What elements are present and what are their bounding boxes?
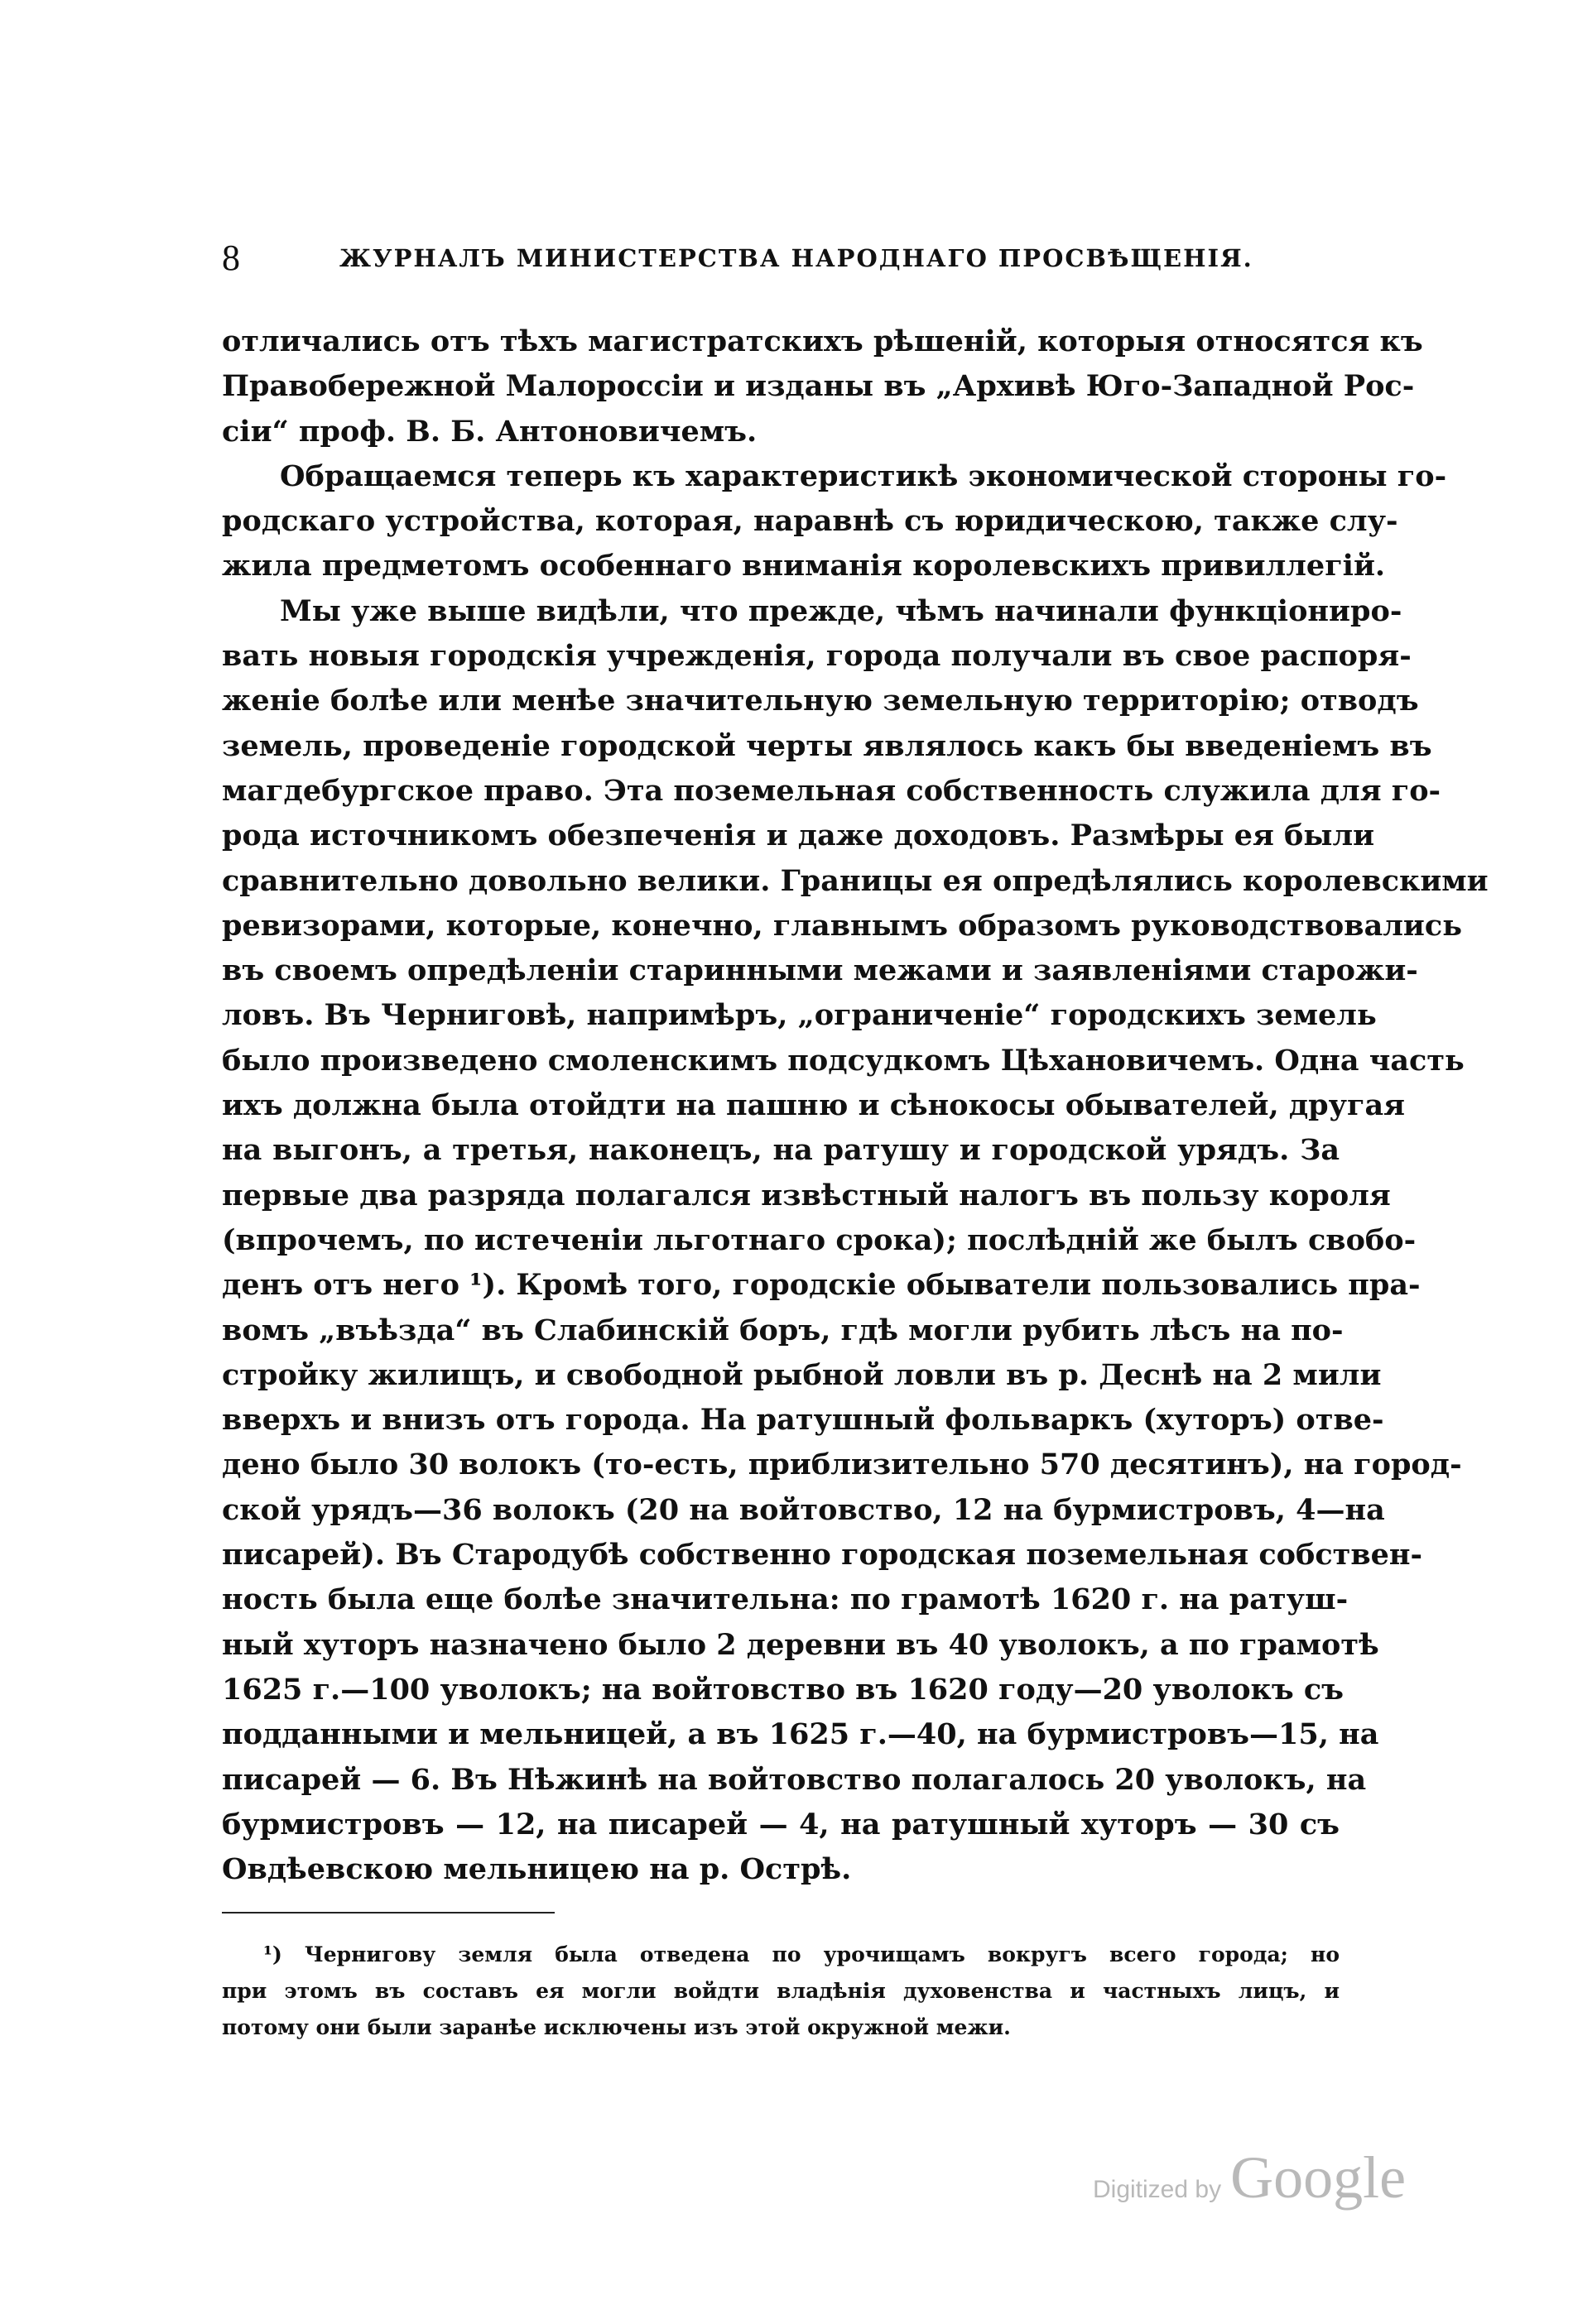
text-line: рода источникомъ обезпеченія и даже доходовъ. Размѣры ея были xyxy=(222,819,1375,853)
text-line: бурмистровъ — 12, на писарей — 4, на ратушный хуторъ — 30 съ xyxy=(222,1807,1340,1841)
text-line: было произведено смоленскимъ подсудкомъ Цѣхановичемъ. Одна часть xyxy=(222,1043,1465,1078)
google-logo: Google xyxy=(1230,2144,1407,2211)
text-line: женіе болѣе или менѣе значительную земельную территорію; отводъ xyxy=(222,684,1419,718)
text-line: ловъ. Въ Черниговѣ, напримѣръ, „ограниченіе“ городскихъ земель xyxy=(222,998,1377,1033)
text-line: подданными и мельницей, а въ 1625 г.—40, на бурмистровъ—15, на xyxy=(222,1717,1379,1752)
text-line: денъ отъ него ¹). Кромѣ того, городскіе обыватели пользовались пра- xyxy=(222,1268,1421,1303)
footnotes xyxy=(222,1937,1340,2046)
text-line: Обращаемся теперь къ характеристикѣ экономической стороны го- xyxy=(280,459,1447,493)
text-line: стройку жилищъ, и свободной рыбной ловли въ р. Деснѣ на 2 мили xyxy=(222,1357,1382,1392)
text-line: Овдѣевскою мельницею на р. Острѣ. xyxy=(222,1852,852,1887)
footnote-divider xyxy=(222,1912,555,1913)
body-text xyxy=(222,319,1489,1892)
text-line: вомъ „въѣзда“ въ Слабинскій боръ, гдѣ могли рубить лѣсъ на по- xyxy=(222,1313,1344,1347)
text-line: вать новыя городскія учрежденія, города получали въ свое распоря- xyxy=(222,639,1412,674)
text-line: въ своемъ опредѣленіи старинными межами и заявленіями старожи- xyxy=(222,953,1418,988)
text-line: дено было 30 волокъ (то-есть, приблизительно 570 десятинъ), на город- xyxy=(222,1448,1462,1482)
text-line: первые два разряда полагался извѣстный налогъ въ пользу короля xyxy=(222,1178,1391,1212)
text-line: магдебургское право. Эта поземельная собственность служила для го- xyxy=(222,773,1441,808)
text-line: писарей — 6. Въ Нѣжинѣ на войтовство полагалось 20 уволокъ, на xyxy=(222,1762,1367,1797)
text-line: 1625 г.—100 уволокъ; на войтовство въ 1620 году—20 уволокъ съ xyxy=(222,1672,1345,1707)
text-line: вверхъ и внизъ отъ города. На ратушный фольваркъ (хуторъ) отве- xyxy=(222,1403,1384,1438)
text-line: ревизорами, которые, конечно, главнымъ образомъ руководствовались xyxy=(222,908,1462,943)
digitized-by-google-watermark xyxy=(1093,2144,1406,2218)
footnote-line: ¹) Чернигову земля была отведена по урочищамъ вокругъ всего города; но xyxy=(263,1942,1340,1966)
text-line: земель, проведеніе городской черты являлось какъ бы введеніемъ въ xyxy=(222,728,1432,763)
text-line: Мы уже выше видѣли, что прежде, чѣмъ начинали функціониро- xyxy=(280,593,1402,628)
text-line: на выгонъ, а третья, наконецъ, на ратушу и городской урядъ. За xyxy=(222,1133,1340,1168)
text-line: отличались отъ тѣхъ магистратскихъ рѣшеній, которыя относятся къ xyxy=(222,324,1423,358)
journal-title: ЖУРНАЛЪ МИНИСТЕРСТВА НАРОДНАГО ПРОСВѢЩЕНІЯ. xyxy=(339,244,1253,272)
running-head xyxy=(222,233,1340,283)
text-line: писарей). Въ Стародубѣ собственно городская поземельная собствен- xyxy=(222,1538,1423,1573)
text-line: родскаго устройства, которая, наравнѣ съ юридическою, также слу- xyxy=(222,504,1398,539)
text-line: сіи“ проф. В. Б. Антоновичемъ. xyxy=(222,414,758,449)
text-line: (впрочемъ, по истеченіи льготнаго срока); послѣдній же былъ свобо- xyxy=(222,1222,1417,1257)
footnote-line: при этомъ въ составъ ея могли войдти владѣнія духовенства и частныхъ лицъ, и xyxy=(222,1979,1340,2003)
text-line: сравнительно довольно велики. Границы ея опредѣлялись королевскими xyxy=(222,863,1489,898)
text-line: ской урядъ—36 волокъ (20 на войтовство, 12 на бурмистровъ, 4—на xyxy=(222,1492,1385,1527)
text-line: ность была еще болѣе значительна: по грамотѣ 1620 г. на ратуш- xyxy=(222,1582,1349,1617)
text-line: ихъ должна была отойдти на пашню и сѣнокосы обывателей, другая xyxy=(222,1088,1406,1123)
footnote-line: потому они были заранѣе исключены изъ этой окружной межи. xyxy=(222,2015,1011,2039)
page-number: 8 xyxy=(222,238,240,278)
text-line: ный хуторъ назначено было 2 деревни въ 40 уволокъ, а по грамотѣ xyxy=(222,1627,1379,1662)
text-line: Правобережной Малороссіи и изданы въ „Архивѣ Юго-Западной Рос- xyxy=(222,369,1415,404)
text-line: жила предметомъ особеннаго вниманія королевскихъ привиллегій. xyxy=(222,549,1386,583)
digitized-label: Digitized by xyxy=(1093,2176,1222,2203)
